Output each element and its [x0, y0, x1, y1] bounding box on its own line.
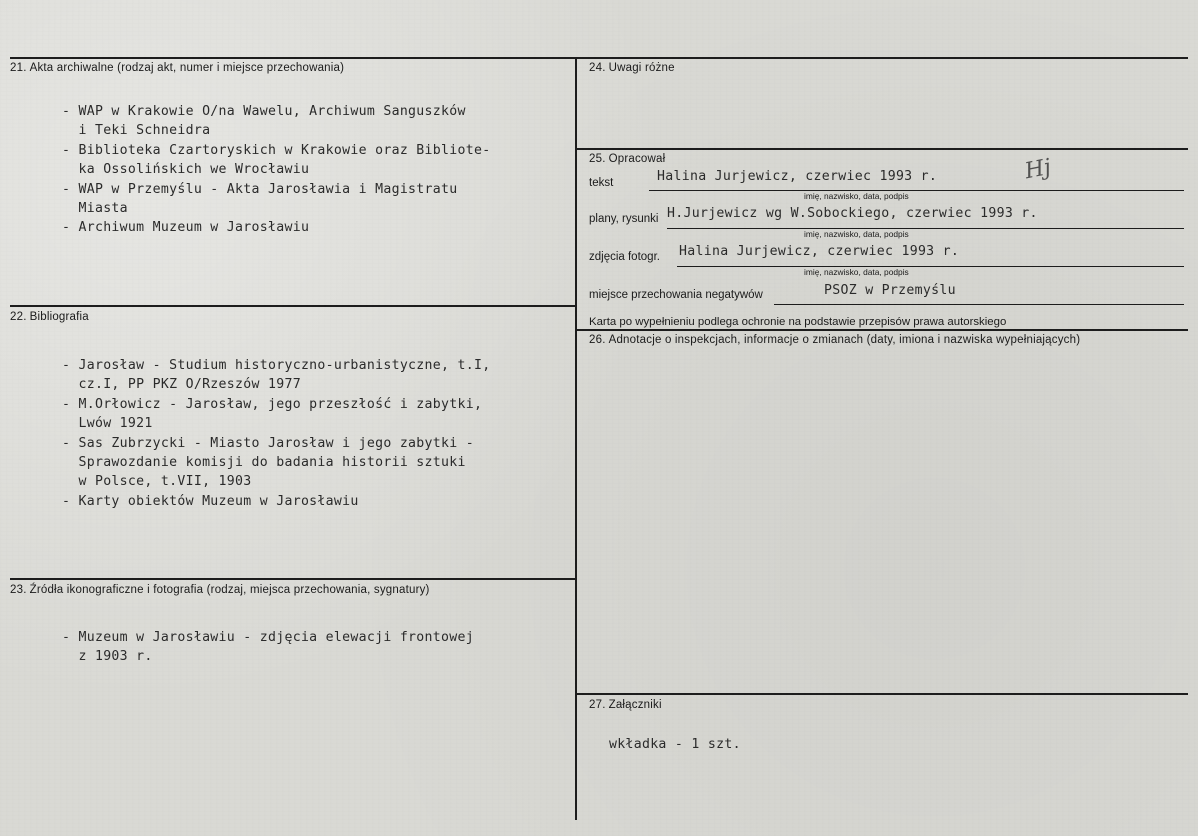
row-underline — [667, 228, 1184, 229]
list-item: ka Ossolińskich we Wrocławiu — [62, 162, 310, 178]
list-item: Sprawozdanie komisji do badania historii sztuki — [62, 455, 466, 471]
list-item: - Muzeum w Jarosławiu - zdjęcia elewacji frontowej — [62, 630, 474, 645]
row-underline — [677, 266, 1184, 267]
list-item: - Karty obiektów Muzeum w Jarosławiu — [62, 493, 359, 509]
field-22 — [10, 311, 575, 511]
row-value: Halina Jurjewicz, czerwiec 1993 r. — [657, 169, 938, 184]
rule-left-22 — [10, 305, 575, 307]
signature-mark: Hj — [1022, 154, 1054, 185]
list-item: Miasta — [62, 201, 128, 217]
field-22-label: Bibliografia — [29, 311, 89, 323]
row-label: miejsce przechowania negatywów — [589, 289, 763, 301]
row-label: zdjęcia fotogr. — [589, 251, 660, 263]
field-25-row-tekst — [589, 171, 1184, 205]
row-label: tekst — [589, 177, 614, 189]
field-27-header — [589, 699, 1184, 711]
field-26-header — [589, 334, 1184, 346]
list-item: Lwów 1921 — [62, 416, 153, 432]
field-26-number: 26. — [589, 334, 606, 346]
field-21-number: 21. — [10, 62, 27, 74]
field-23 — [10, 584, 575, 667]
row-caption: imię, nazwisko, data, podpis — [804, 191, 909, 201]
list-item: cz.I, PP PKZ O/Rzeszów 1977 — [62, 377, 301, 393]
list-item: - Sas Zubrzycki - Miasto Jarosław i jego zabytki - — [62, 435, 474, 451]
field-24-label: Uwagi różne — [608, 62, 675, 74]
rule-right-25 — [575, 148, 1188, 150]
rule-right-26 — [575, 329, 1188, 331]
list-item: - WAP w Krakowie O/na Wawelu, Archiwum Sanguszków — [62, 104, 466, 119]
field-23-label: Źródła ikonograficzne i fotografia (rodzaj, miejsca przechowania, sygnatury) — [29, 584, 430, 596]
row-caption: imię, nazwisko, data, podpis — [804, 267, 909, 277]
field-25-row-plany — [589, 206, 1184, 243]
row-value: PSOZ w Przemyślu — [824, 283, 956, 298]
rule-right-27 — [575, 693, 1188, 695]
field-27-entries — [609, 735, 1184, 754]
field-24-number: 24. — [589, 62, 606, 74]
list-item: - Biblioteka Czartoryskich w Krakowie oraz Bibliote- — [62, 142, 491, 158]
field-23-number: 23. — [10, 584, 27, 596]
field-21-entries — [62, 102, 575, 238]
row-caption: imię, nazwisko, data, podpis — [804, 229, 909, 239]
field-21-header — [10, 62, 575, 74]
list-item: - M.Orłowicz - Jarosław, jego przeszłość i zabytki, — [62, 396, 483, 412]
rule-top — [10, 57, 1188, 59]
field-22-entries — [62, 356, 575, 511]
field-25-row-negatywy — [589, 285, 1184, 319]
list-item: - Archiwum Muzeum w Jarosławiu — [62, 220, 310, 236]
list-item: - WAP w Przemyślu - Akta Jarosławia i Magistratu — [62, 181, 458, 197]
list-item: z 1903 r. — [62, 649, 153, 665]
row-underline — [649, 190, 1184, 191]
field-25-row-zdjecia — [589, 244, 1184, 281]
list-item: i Teki Schneidra — [62, 123, 211, 139]
field-21-label: Akta archiwalne (rodzaj akt, numer i miejsce przechowania) — [29, 62, 345, 74]
field-27-number: 27. — [589, 699, 606, 711]
field-26 — [589, 334, 1184, 346]
field-25 — [589, 153, 1184, 328]
field-22-number: 22. — [10, 311, 27, 323]
list-item: - Jarosław - Studium historyczno-urbanistyczne, t.I, — [62, 358, 491, 373]
row-underline — [774, 304, 1184, 305]
copyright-note: Karta po wypełnieniu podlega ochronie na podstawie przepisów prawa autorskiego — [589, 316, 1007, 328]
field-26-label: Adnotacje o inspekcjach, informacje o zmianach (daty, imiona i nazwiska wypełniających) — [608, 334, 1081, 346]
row-value: Halina Jurjewicz, czerwiec 1993 r. — [679, 244, 960, 259]
rule-left-23 — [10, 578, 575, 580]
field-21 — [10, 62, 575, 238]
field-25-number: 25. — [589, 153, 606, 165]
field-23-entries — [62, 628, 575, 667]
field-24 — [589, 62, 1184, 74]
field-23-header — [10, 584, 575, 596]
row-label: plany, rysunki — [589, 213, 659, 225]
field-27-label: Załączniki — [608, 699, 662, 711]
row-value: H.Jurjewicz wg W.Sobockiego, czerwiec 1993 r. — [667, 206, 1038, 221]
field-25-label: Opracował — [608, 153, 666, 165]
field-25-header — [589, 153, 1184, 165]
field-24-header — [589, 62, 1184, 74]
list-item: wkładka - 1 szt. — [609, 737, 741, 752]
field-27 — [589, 699, 1184, 754]
list-item: w Polsce, t.VII, 1903 — [62, 474, 252, 490]
rule-center-vertical — [575, 57, 577, 820]
field-22-header — [10, 311, 575, 323]
